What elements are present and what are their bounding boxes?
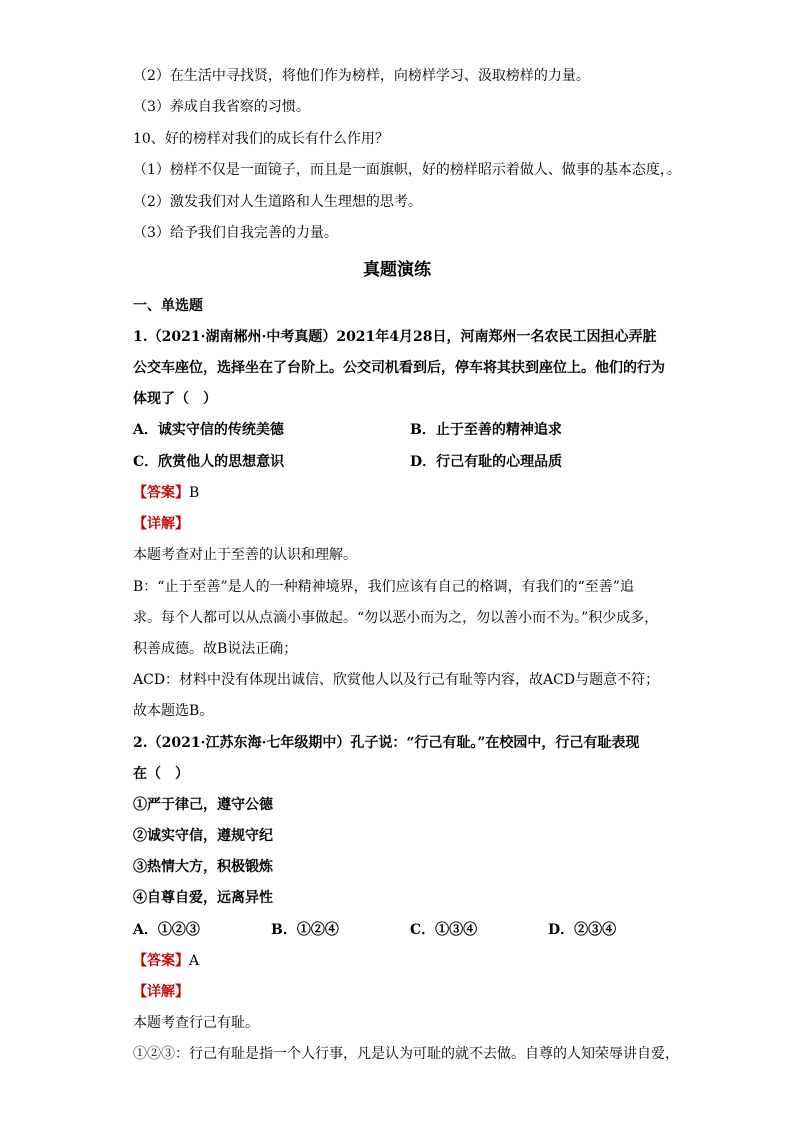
- q1-answer: [133, 483, 199, 503]
- q1-detail-line-6: 故本题选B。: [133, 703, 214, 719]
- section-title: 真题演练: [363, 260, 431, 280]
- q1-detail-tag: 【详解】: [133, 516, 189, 532]
- q2-option-b: B．①②④: [271, 922, 339, 938]
- q2-item-1: ①严于律己，遵守公德: [133, 797, 273, 813]
- q2-option-c: C．①③④: [410, 922, 478, 938]
- q1-stem-line-2: 公交车座位，选择坐在了台阶上。公交司机看到后，停车将其扶到座位上。他们的行为: [133, 360, 665, 376]
- q1-option-a: A．诚实守信的传统美德: [133, 422, 284, 438]
- q2-stem-line-1: 2.（2021·江苏东海·七年级期中）孔子说：“行己有耻。”在校园中，行己有耻表现: [133, 735, 640, 751]
- q2-answer: [133, 951, 199, 971]
- q2-option-a: A．①②③: [133, 922, 200, 938]
- q1-option-b: B．止于至善的精神追求: [410, 422, 562, 438]
- q2-option-d: D．②③④: [548, 922, 617, 938]
- q2-stem-line-2: 在（ ）: [133, 766, 189, 782]
- section-heading: 一、单选题: [133, 298, 203, 314]
- q1-stem-line-3: 体现了（ ）: [133, 391, 217, 407]
- q1-answer-tag: 【答案】: [133, 485, 189, 501]
- question-10-answer-2: （2）激发我们对人生道路和人生理想的思考。: [133, 194, 422, 210]
- question-10-answer-3: （3）给予我们自我完善的力量。: [133, 225, 338, 241]
- q2-answer-tag: 【答案】: [133, 953, 189, 969]
- q2-detail-line-2: ①②③：行己有耻是指一个人行事，凡是认为可耻的就不去做。自尊的人知荣辱讲自爱，: [133, 1046, 679, 1062]
- q1-stem-line-1: 1.（2021·湖南郴州·中考真题）2021年4月28日，河南郑州一名农民工因担心弄脏: [133, 329, 657, 345]
- question-10: 10、好的榜样对我们的成长有什么作用？: [133, 131, 389, 147]
- intro-line-3: （3）养成自我省察的习惯。: [133, 99, 310, 115]
- question-10-answer-1: （1）榜样不仅是一面镜子，而且是一面旗帜，好的榜样昭示着做人、做事的基本态度，。: [133, 162, 681, 178]
- q1-option-d: D．行己有耻的心理品质: [410, 454, 563, 470]
- q2-answer-value: A: [189, 953, 200, 969]
- q1-detail-line-5: ACD：材料中没有体现出诚信、欣赏他人以及行己有耻等内容，故ACD与题意不符；: [133, 672, 660, 688]
- intro-line-2: （2）在生活中寻找贤，将他们作为榜样，向榜样学习、汲取榜样的力量。: [133, 68, 590, 84]
- q1-detail-line-3: 求。每个人都可以从点滴小事做起。“勿以恶小而为之，勿以善小而不为。”积少成多，: [133, 610, 659, 626]
- q1-detail-line-4: 积善成德。故B说法正确；: [133, 641, 298, 657]
- q2-detail-line-1: 本题考查行己有耻。: [133, 1015, 259, 1031]
- q2-item-3: ③热情大方，积极锻炼: [133, 859, 273, 875]
- q2-item-2: ②诚实守信，遵规守纪: [133, 828, 273, 844]
- q1-detail-line-1: 本题考查对止于至善的认识和理解。: [133, 547, 357, 563]
- q1-option-c: C．欣赏他人的思想意识: [133, 454, 285, 470]
- q2-detail-tag: 【详解】: [133, 984, 189, 1000]
- q1-answer-value: B: [189, 485, 200, 501]
- q1-detail-line-2: B：“止于至善”是人的一种精神境界，我们应该有自己的格调，有我们的“至善”追: [133, 579, 634, 595]
- q2-item-4: ④自尊自爱，远离异性: [133, 890, 273, 906]
